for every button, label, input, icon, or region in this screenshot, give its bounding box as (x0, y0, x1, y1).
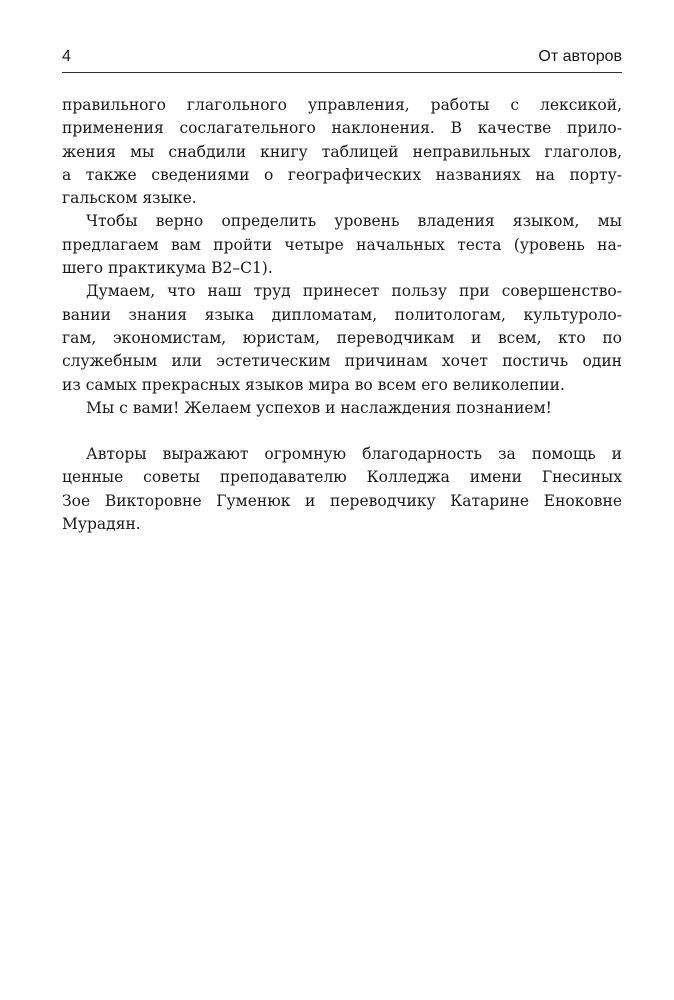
text-line: Чтобы верно определить уровень владения языком, мы (86, 212, 622, 231)
paragraph (62, 94, 622, 210)
paragraph (62, 210, 622, 280)
text-line: предлагаем вам пройти четыре начальных теста (уровень на- (62, 235, 622, 254)
text-line: гам, экономистам, юристам, переводчикам и всем, кто по (62, 328, 622, 347)
text-line: правильного глагольного управления, работы с лексикой, (62, 96, 622, 114)
text-line: вании знания языка дипломатам, политологам, культуроло- (62, 305, 622, 324)
text-line: ценные советы преподавателю Колледжа имени Гнесиных (62, 468, 622, 487)
text-line: жения мы снабдили книгу таблицей неправильных глаголов, (62, 142, 622, 161)
page-number: 4 (62, 48, 71, 65)
text-line: Мы с вами! Желаем успехов и наслаждения познанием! (86, 398, 552, 417)
text-line: служебным или эстетическим причинам хочет постичь один (62, 352, 622, 371)
text-line: шего практикума B2–C1). (62, 259, 273, 278)
text-line: Авторы выражают огромную благодарность за помощь и (86, 445, 622, 464)
paragraph (62, 280, 622, 396)
text-line: Думаем, что наш труд принесет пользу при совершенство- (86, 282, 622, 301)
text-line: из самых прекрасных языков мира во всем его великолепии. (62, 375, 565, 394)
paragraph (62, 443, 622, 536)
running-head: От авторов (538, 48, 622, 65)
paragraph (62, 397, 622, 420)
text-line: а также сведениями о географических названиях на порту- (62, 165, 622, 184)
body-text (62, 94, 622, 536)
text-line: Мурадян. (62, 515, 141, 534)
text-line: гальском языке. (62, 189, 197, 208)
paragraph-gap (62, 420, 622, 443)
page-header (62, 44, 622, 73)
text-line: применения сослагательного наклонения. В качестве прило- (62, 119, 622, 138)
text-line: Зое Викторовне Гуменюк и переводчику Катарине Еноковне (62, 491, 622, 510)
